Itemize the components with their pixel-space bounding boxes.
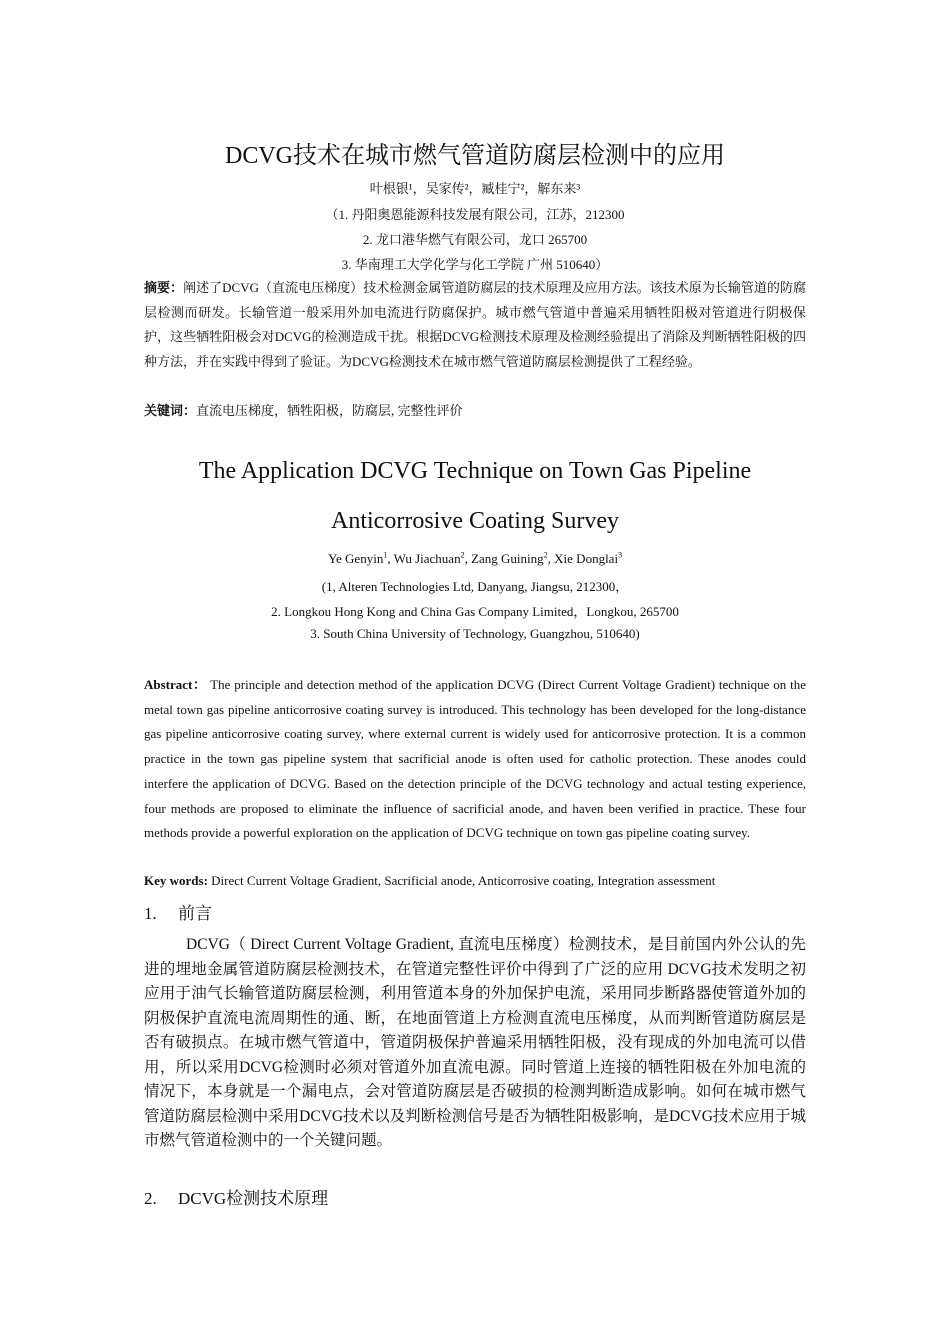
english-authors bbox=[0, 551, 950, 567]
chinese-abstract bbox=[144, 276, 806, 374]
chinese-abstract-text: 阐述了DCVG（直流电压梯度）技术检测金属管道防腐层的技术原理及应用方法。该技术原为长输管道的防腐层检测而研发。长输管道一般采用外加电流进行防腐保护。城市燃气管道中普遍采用牺牲阳极对管道进行阴极保护，这些牺牲阳极会对DCVG的检测造成干扰。根据DCVG检测技术原理及检测经验提出了消除及判断牺牲阳极的四种方法，并在实践中得到了验证。为DCVG检测技术在城市燃气管道防腐层检测提供了工程经验。 bbox=[144, 280, 806, 369]
author-3-sup: 2 bbox=[543, 550, 548, 560]
chinese-keywords bbox=[144, 400, 806, 419]
english-abstract-label: Abstract： bbox=[144, 677, 207, 692]
chinese-title: DCVG技术在城市燃气管道防腐层检测中的应用 bbox=[224, 143, 725, 169]
author-4-sup: 3 bbox=[618, 550, 623, 560]
section-1-number: 1. bbox=[144, 904, 157, 923]
english-affiliation-2: 2. Longkou Hong Kong and China Gas Company Limited，Longkou, 265700 bbox=[271, 604, 679, 619]
english-abstract bbox=[144, 673, 806, 846]
author-4: , Xie Donglai bbox=[547, 551, 619, 566]
english-keywords-text: Direct Current Voltage Gradient, Sacrificial anode, Anticorrosive coating, Integration assessment bbox=[207, 873, 716, 888]
section-2-number: 2. bbox=[144, 1189, 157, 1208]
chinese-authors: 叶根银¹，吴家传²，臧桂宁²，解东来³ bbox=[369, 181, 581, 196]
author-3: , Zang Guining bbox=[464, 551, 544, 566]
section-1-title: 前言 bbox=[178, 904, 212, 923]
english-affiliation-1: (1, Alteren Technologies Ltd, Danyang, Jiangsu, 212300， bbox=[321, 579, 629, 594]
body-paragraph-1: DCVG（ Direct Current Voltage Gradient, 直流电压梯度）检测技术，是目前国内外公认的先进的埋地金属管道防腐层检测技术，在管道完整性评价中得到了广泛的应用 DCVG技术发明之初应用于油气长输管道防腐层检测，利用管道本身的外加保护电流，采用同步断路器使管道外加的阴极保护直流电流周期性的通、断，在地面管道上方检测直流电压梯度，从而判断管道防腐层是否有破损点。在城市燃气管道中，管道阴极保护普遍采用牺牲阳极，没有现成的外加电流可以借用，所以采用DCVG检测时必须对管道外加直流电源。同时管道上连接的牺牲阳极在外加电流的情况下，本身就是一个漏电点，会对管道防腐层是否破损的检测判断造成影响。如何在城市燃气管道防腐层检测中采用DCVG技术以及判断检测信号是否为牺牲阳极影响，是DCVG技术应用于城市燃气管道检测中的一个关键问题。 bbox=[144, 936, 806, 1149]
section-heading-2 bbox=[144, 1184, 328, 1209]
english-keywords-label: Key words: bbox=[144, 873, 208, 888]
chinese-affiliation-3: 3. 华南理工大学化学与化工学院 广州 510640） bbox=[341, 257, 609, 272]
english-affiliation-3: 3. South China University of Technology, Guangzhou, 510640) bbox=[310, 626, 640, 641]
chinese-keywords-text: 直流电压梯度，牺牲阳极，防腐层, 完整性评价 bbox=[196, 403, 463, 418]
english-abstract-text: The principle and detection method of the application DCVG (Direct Current Voltage Gradient) technique on the metal town gas pipeline anticorrosive coating survey is introduced. This technology has been developed for the long-distance gas pipeline anticorrosive coating survey, where external current is widely used for anticorrosive protection. It is a common practice in the town gas pipeline system that sacrificial anode is often used for catholic protection. These anodes could interfere the application of DCVG. Based on the detection principle of the DCVG technology and actual testing experience, four methods are proposed to eliminate the influence of sacrificial anode, and haven been verified in practice. These four methods provide a powerful exploration on the application of DCVG technique on town gas pipeline coating survey. bbox=[144, 677, 807, 841]
author-2: , Wu Jiachuan bbox=[387, 551, 461, 566]
chinese-keywords-label: 关键词： bbox=[144, 403, 197, 418]
author-2-sup: 2 bbox=[460, 550, 465, 560]
author-1: Ye Genyin bbox=[327, 551, 384, 566]
author-1-sup: 1 bbox=[383, 550, 388, 560]
english-title-line-1: The Application DCVG Technique on Town Gas Pipeline bbox=[198, 458, 752, 484]
chinese-affiliation-2: 2. 龙口港华燃气有限公司，龙口 265700 bbox=[362, 232, 588, 247]
english-title-line-2: Anticorrosive Coating Survey bbox=[331, 508, 619, 534]
chinese-affiliation-1: （1. 丹阳奥恩能源科技发展有限公司，江苏，212300 bbox=[325, 207, 625, 222]
english-keywords bbox=[144, 873, 806, 889]
chinese-abstract-label: 摘要： bbox=[144, 280, 184, 295]
section-heading-1 bbox=[144, 899, 212, 924]
section-2-title: DCVG检测技术原理 bbox=[178, 1189, 329, 1208]
